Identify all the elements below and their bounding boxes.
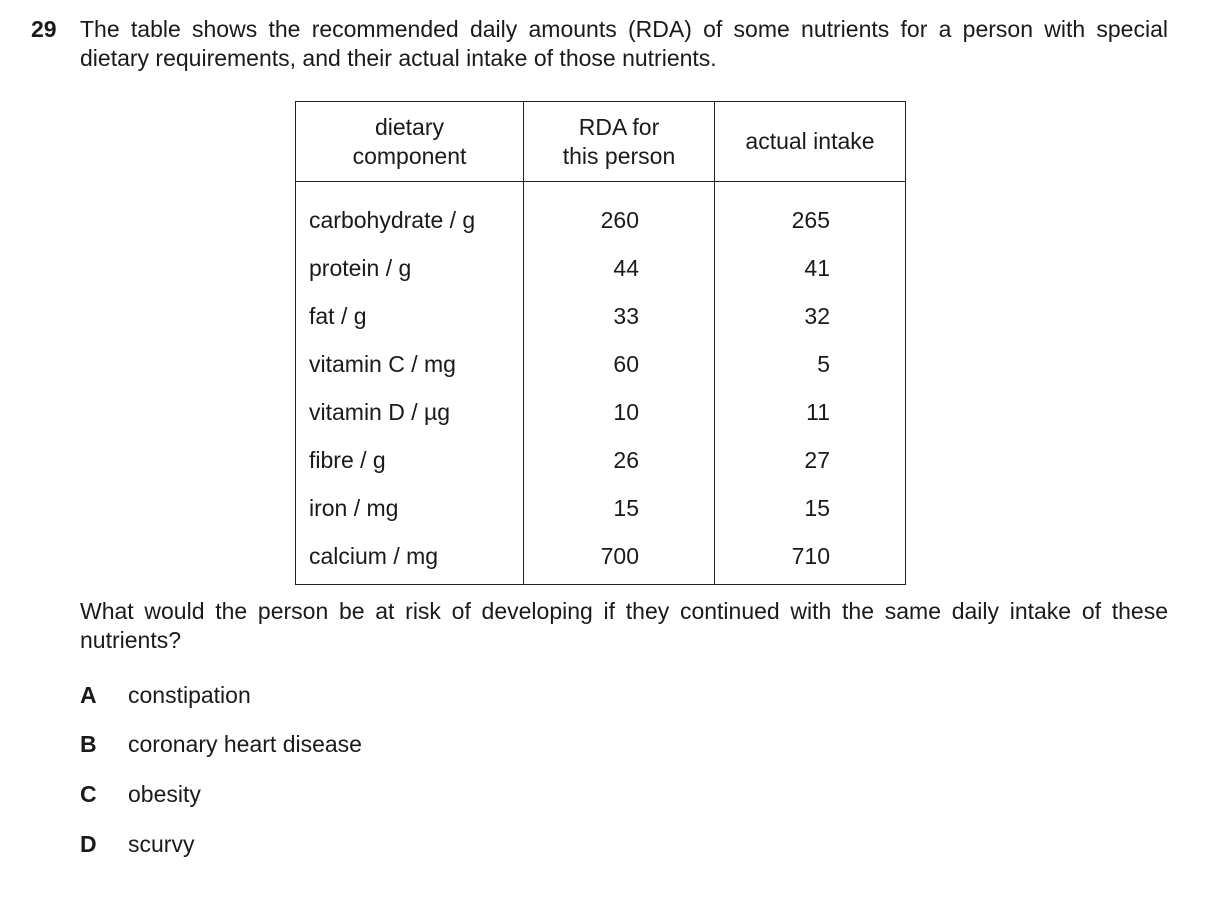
table-row <box>296 388 906 436</box>
table-row <box>296 532 906 585</box>
cell-actual: 41 <box>715 244 906 292</box>
cell-component: carbohydrate / g <box>296 182 524 245</box>
cell-rda: 700 <box>524 532 715 585</box>
nutrient-table <box>295 101 906 585</box>
header-component-line2: component <box>352 142 467 169</box>
cell-actual: 15 <box>715 484 906 532</box>
option-letter: D <box>80 831 97 857</box>
table-row <box>296 484 906 532</box>
cell-rda: 33 <box>524 292 715 340</box>
option-a[interactable] <box>80 680 251 710</box>
option-text: coronary heart disease <box>128 731 362 757</box>
cell-component: calcium / mg <box>296 532 524 585</box>
cell-actual: 27 <box>715 436 906 484</box>
question-number: 29 <box>31 16 57 42</box>
cell-component: fat / g <box>296 292 524 340</box>
option-text: obesity <box>128 781 201 807</box>
table-header-row <box>296 102 906 182</box>
cell-component: protein / g <box>296 244 524 292</box>
header-component-line1: dietary <box>374 113 445 140</box>
option-letter: A <box>80 682 97 708</box>
cell-component: vitamin C / mg <box>296 340 524 388</box>
table-row <box>296 244 906 292</box>
cell-component: fibre / g <box>296 436 524 484</box>
header-rda-line2: this person <box>562 142 676 169</box>
cell-actual: 32 <box>715 292 906 340</box>
table-row <box>296 340 906 388</box>
table-row <box>296 182 906 245</box>
question-text: What would the person be at risk of developing if they continued with the same daily intake of these nutrients? <box>80 598 1168 653</box>
cell-rda: 260 <box>524 182 715 245</box>
option-d[interactable] <box>80 829 194 859</box>
cell-rda: 10 <box>524 388 715 436</box>
table-row <box>296 436 906 484</box>
cell-actual: 11 <box>715 388 906 436</box>
header-dietary-component <box>296 102 524 182</box>
cell-rda: 15 <box>524 484 715 532</box>
option-c[interactable] <box>80 779 201 809</box>
option-text: constipation <box>128 682 251 708</box>
question-stem: The table shows the recommended daily amounts (RDA) of some nutrients for a person with special dietary requirements, and their actual intake of those nutrients. <box>80 16 1168 71</box>
option-letter: B <box>80 731 97 757</box>
option-letter: C <box>80 781 97 807</box>
header-actual-intake: actual intake <box>715 102 906 182</box>
cell-actual: 5 <box>715 340 906 388</box>
header-rda-line1: RDA for <box>578 113 660 140</box>
table-row <box>296 292 906 340</box>
cell-component: iron / mg <box>296 484 524 532</box>
cell-rda: 26 <box>524 436 715 484</box>
cell-component: vitamin D / µg <box>296 388 524 436</box>
cell-rda: 44 <box>524 244 715 292</box>
cell-actual: 710 <box>715 532 906 585</box>
option-text: scurvy <box>128 831 195 857</box>
header-rda <box>524 102 715 182</box>
cell-actual: 265 <box>715 182 906 245</box>
cell-rda: 60 <box>524 340 715 388</box>
option-b[interactable] <box>80 729 362 759</box>
